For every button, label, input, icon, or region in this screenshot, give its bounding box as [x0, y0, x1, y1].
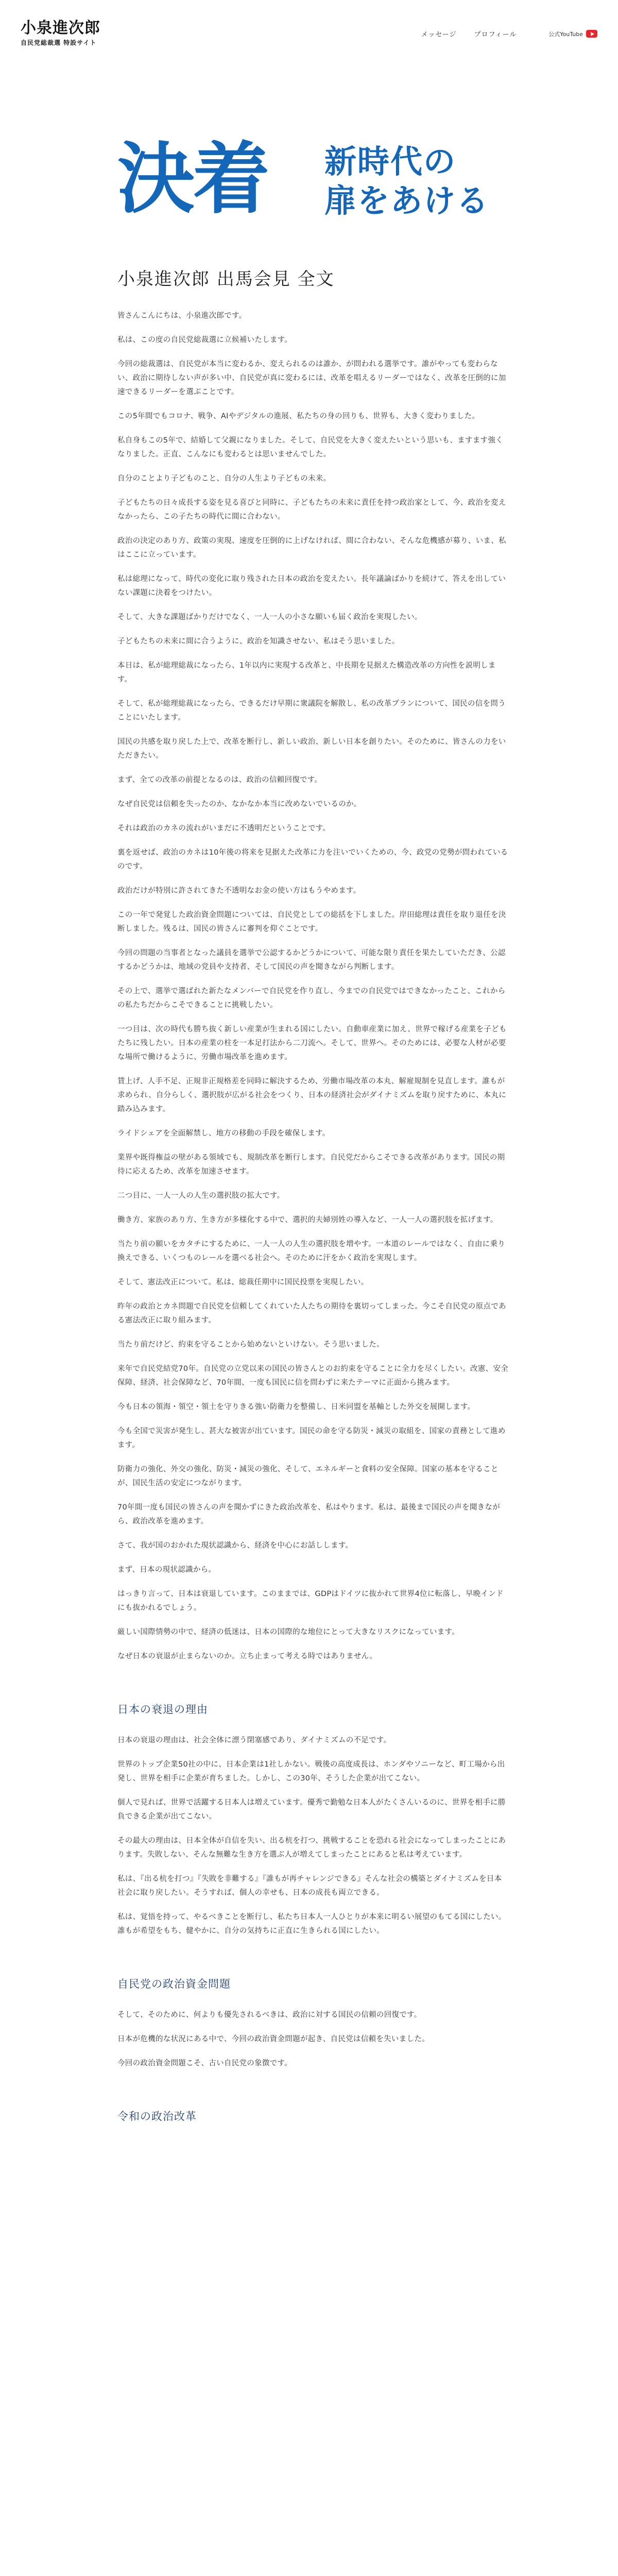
main-nav [421, 29, 597, 39]
speech-paragraph: 今も日本の領海・領空・領土を守りきる強い防衛力を整備し、日米同盟を基軸とした外交を展開します。 [117, 1403, 475, 1411]
speech-paragraph: 日本の衰退の理由は、社会全体に漂う閉塞感であり、ダイナミズムの不足です。 [117, 1736, 391, 1744]
page-title: 小泉進次郎 出馬会見 全文 [117, 269, 335, 290]
speech-paragraph: 今も全国で災害が発生し、甚大な被害が出ています。国民の命を守る防災・減災の取組を、国家の責務として進めます。 [117, 1427, 506, 1449]
speech-paragraph: 私は、『出る杭を打つ』『失敗を非難する』『誰もが再チャレンジできる』そんな社会の構築とダイナミズムを日本社会に取り戻したい。そうすれば、個人の幸せも、日本の成長も両立できる。 [117, 1875, 502, 1897]
speech-paragraph: 当たり前の願いをカタチにするために、一人一人の人生の選択肢を増やす。一本道のレールではなく、自由に乗り換えできる、いくつものレールを選べる社会へ。そのために汗をかく政治を実現します。 [117, 1240, 506, 1262]
speech-paragraph: 私は総理になって、時代の変化に取り残された日本の政治を変えたい。長年議論ばかりを続けて、答えを出していない課題に決着をつけたい。 [117, 575, 506, 597]
speech-paragraph: 当たり前だけど、約束を守ることから始めないといけない。そう思いました。 [117, 1341, 384, 1349]
section-heading: 日本の衰退の理由 [117, 1703, 208, 1716]
hero-headline: 決着 [117, 134, 268, 224]
speech-paragraph: 70年間一度も国民の皆さんの声を聞かずにきた政治改革を、私はやります。私は、最後まで国民の声を聞きながら、政治改革を進めます。 [117, 1503, 501, 1526]
hero-banner [117, 133, 509, 231]
youtube-link-label: 公式YouTube [548, 30, 583, 38]
speech-paragraph: 私は、覚悟を持って、やるべきことを断行し、私たち日本人一人ひとりが本来に明るい展望のもてる国にしたい。誰もが希望をもち、健やかに、自分の気持ちに正直に生きられる国にしたい。 [117, 1913, 506, 1935]
speech-sections [117, 1702, 509, 2124]
speech-paragraph: 私自身もこの5年で、結婚して父親になりました。そして、自民党を大きく変えたいという思いも、ますます強くなりました。正直、こんなにも変わるとは思いませんでした。 [117, 436, 503, 459]
speech-paragraph: 裏を返せば、政治のカネは10年後の将来を見据えた改革に力を注いでいくための、今、政党の党勢が問われているのです。 [117, 849, 508, 871]
speech-paragraph: ライドシェアを全面解禁し、地方の移動の手段を確保します。 [117, 1129, 330, 1138]
speech-paragraph: 二つ目に、一人一人の人生の選択肢の拡大です。 [117, 1192, 285, 1200]
speech-paragraph: その最大の理由は、日本全体が自信を失い、出る杭を打つ、挑戦することを恐れる社会になってしまったことにあります。失敗しない、そんな無難な生き方を選ぶ人が増えてしまったことにあると私は考えています。 [117, 1837, 506, 1859]
site-header [0, 0, 618, 57]
speech-paragraph: 今回の総裁選は、自民党が本当に変わるか、変えられるのは誰か、が問われる選挙です。誰がやっても変わらない、政治に期待しない声が多い中、自民党が真に変わるには、改革を唱えるリーダーではなく、改革を圧倒的に加速できるリーダーを選ぶことです。 [117, 360, 506, 396]
speech-paragraph: そして、大きな課題ばかりだけでなく、一人一人の小さな願いも届く政治を実現したい。 [117, 613, 422, 621]
speech-paragraph: なぜ日本の衰退が止まらないのか。立ち止まって考える時ではありません。 [117, 1652, 377, 1660]
speech-article [117, 268, 509, 2141]
section-heading: 令和の政治改革 [117, 2110, 197, 2123]
speech-paragraph: 賃上げ、人手不足、正規非正規格差を同時に解決するため、労働市場改革の本丸、解雇規制を見直します。誰もが求められ、自分らしく、選択肢が広がる社会をつくり、日本の経済社会がダイナミズムを取り戻すために、本丸に踏み込みます。 [117, 1077, 507, 1113]
speech-paragraph: そして、そのために、何よりも優先されるべきは、政治に対する国民の信頼の回復です。 [117, 2011, 422, 2019]
youtube-link[interactable] [548, 30, 597, 38]
logo-name: 小泉進次郎 [21, 19, 100, 37]
speech-paragraph: 今回の問題の当事者となった議員を選挙で公認するかどうかについて、可能な限り責任を果たしていただき、公認するかどうかは、地域の党員や支持者、そして国民の声を聞きながら判断します。 [117, 949, 506, 971]
speech-paragraph: 厳しい国際情勢の中で、経済の低迷は、日本の国際的な地位にとって大きなリスクになっています。 [117, 1628, 459, 1636]
speech-paragraph: 業界や既得権益の壁がある領域でも、規制改革を断行します。自民党だからこそできる改革があります。国民の期待に応えるため、改革を加速させます。 [117, 1154, 505, 1176]
speech-paragraph: 防衛力の強化、外交の強化、防災・減災の強化、そして、エネルギーと食料の安全保障。国家の基本を守ることが、国民生活の安定につながります。 [117, 1465, 499, 1487]
speech-paragraph: 皆さんこんにちは、小泉進次郎です。 [117, 312, 247, 320]
speech-paragraph: 政治だけが特別に許されてきた不透明なお金の使い方はもうやめます。 [117, 887, 361, 895]
speech-paragraph: 本日は、私が総理総裁になったら、1年以内に実現する改革と、中長期を見据えた構造改革の方向性を説明します。 [117, 662, 496, 684]
speech-paragraph: さて、我が国のおかれた現状認識から、経済を中心にお話しします。 [117, 1541, 353, 1550]
site-logo[interactable] [21, 20, 100, 47]
speech-paragraph: 子どもたちの日々成長する姿を見る喜びと同時に、子どもたちの未来に責任を持つ政治家として、今、政治を変えなかったら、この子たちの時代に間に合わない。 [117, 499, 506, 521]
speech-intro [117, 309, 509, 1664]
speech-paragraph: 来年で自民党結党70年。自民党の立党以来の国民の皆さんとのお約束を守ることに全力を尽くしたい。改憲、安全保障、経済、社会保障など、70年間、一度も国民に信を問わずに来たテーマに正面から挑みます。 [117, 1365, 509, 1387]
speech-paragraph: この一年で発覚した政治資金問題については、自民党としての総括を下しました。岸田総理は責任を取り退任を決断しました。残るは、国民の皆さんに審判を仰ぐことです。 [117, 911, 506, 933]
speech-paragraph: この5年間でもコロナ、戦争、AIやデジタルの進展、私たちの身の回りも、世界も、大きく変わりました。 [117, 412, 480, 420]
speech-paragraph: 世界のトップ企業50社の中に、日本企業は1社しかない。戦後の高度成長は、ホンダやソニーなど、町工場から出発し、世界を相手に企業が育ちました。しかし、この30年、そうした企業が出てこない。 [117, 1760, 505, 1783]
nav-link-profile[interactable]: プロフィール [474, 31, 517, 39]
speech-paragraph: はっきり言って、日本は衰退しています。このままでは、GDPはドイツに抜かれて世界4位に転落し、早晩インドにも抜かれるでしょう。 [117, 1590, 504, 1612]
hero-tagline-line1: 新時代の [324, 143, 457, 180]
speech-paragraph: 子どもたちの未来に間に合うように、政治を知識させない、私はそう思いました。 [117, 637, 400, 646]
speech-section [117, 1976, 509, 2071]
speech-paragraph: そして、私が総理総裁になったら、できるだけ早期に衆議院を解散し、私の改革プランについて、国民の信を問うことにいたします。 [117, 700, 506, 722]
speech-paragraph: それは政治のカネの流れがいまだに不透明だということです。 [117, 824, 331, 833]
speech-paragraph: その上で、選挙で選ばれた新たなメンバーで自民党を作り直し、今までの自民党ではできなかったこと、これからの私たちだからこそできることに挑戦したい。 [117, 987, 506, 1009]
speech-paragraph: 日本が危機的な状況にある中で、今回の政治資金問題が起き、自民党は信頼を失いました。 [117, 2035, 430, 2043]
speech-paragraph: まず、日本の現状認識から。 [117, 1566, 216, 1574]
hero-tagline [324, 142, 489, 221]
speech-paragraph: 自分のことより子どものこと、自分の人生より子どもの未来。 [117, 474, 331, 483]
hero-tagline-line2: 扉をあける [324, 182, 490, 219]
speech-paragraph: 国民の共感を取り戻した上で、改革を断行し、新しい政治、新しい日本を創りたい。そのために、皆さんの力をいただきたい。 [117, 738, 506, 760]
speech-paragraph: 私は、この度の自民党総裁選に立候補いたします。 [117, 336, 293, 344]
logo-subtitle: 自民党総裁選 特設サイト [21, 39, 97, 46]
youtube-icon [586, 30, 597, 38]
speech-paragraph: そして、憲法改正について。私は、総裁任期中に国民投票を実現したい。 [117, 1278, 369, 1286]
speech-paragraph: 今回の政治資金問題こそ、古い自民党の象徴です。 [117, 2059, 292, 2067]
speech-paragraph: 個人で見れば、世界で活躍する日本人は増えています。優秀で勤勉な日本人がたくさんいるのに、世界を相手に勝負できる企業が出てこない。 [117, 1799, 506, 1821]
speech-paragraph: なぜ自民党は信頼を失ったのか、なかなか本当に改めないでいるのか。 [117, 800, 362, 808]
section-heading: 自民党の政治資金問題 [117, 1978, 231, 1990]
speech-paragraph: 政治の決定のあり方、政策の実現、速度を圧倒的に上げなければ、間に合わない、そんな危機感が募り、いま、私はここに立っています。 [117, 537, 506, 559]
speech-section [117, 1702, 509, 1938]
speech-paragraph: まず、全ての改革の前提となるのは、政治の信頼回復です。 [117, 776, 322, 784]
nav-link-message[interactable]: メッセージ [421, 31, 457, 39]
speech-paragraph: 一つ目は、次の時代も勝ち抜く新しい産業が生まれる国にしたい。自動車産業に加え、世界で稼げる産業を子どもたちに残したい。日本の産業の柱を一本足打法から二刀流へ。そして、世界へ。そのためには、必要な人材が必要な場所で働けるように、労働市場改革を進めます。 [117, 1025, 507, 1061]
speech-paragraph: 働き方、家族のあり方、生き方が多様化する中で、選択的夫婦別姓の導入など、一人一人の選択肢を拡げます。 [117, 1216, 498, 1224]
speech-paragraph: 昨年の政治とカネ問題で自民党を信頼してくれていた人たちの期待を裏切ってしまった。今こそ自民党の原点である憲法改正に取り組みます。 [117, 1302, 506, 1325]
speech-section [117, 2109, 509, 2124]
